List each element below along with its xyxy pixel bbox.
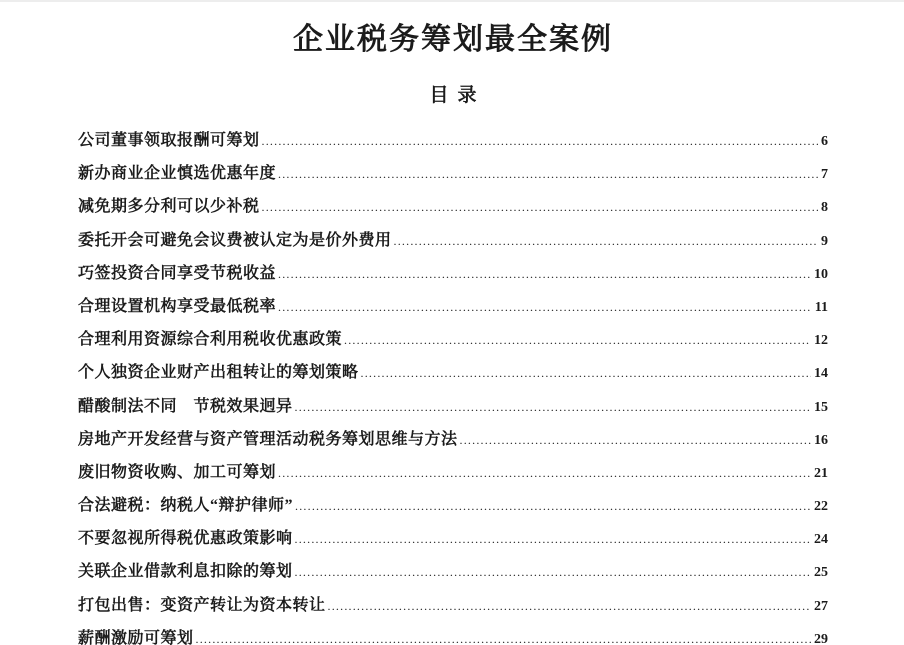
toc-entry-title: 个人独资企业财产出租转让的筹划策略	[78, 364, 359, 382]
toc-entry-page: 15	[814, 399, 828, 415]
dot-leader	[278, 466, 811, 481]
toc-list	[78, 119, 828, 645]
toc-entry-title: 合理利用资源综合利用税收优惠政策	[78, 331, 343, 349]
toc-entry-title: 公司董事领取报酬可筹划	[78, 132, 260, 149]
dot-leader	[460, 433, 811, 448]
dot-leader	[278, 267, 811, 282]
toc-entry[interactable]	[78, 385, 828, 418]
dot-leader	[196, 632, 811, 645]
toc-entry[interactable]	[78, 318, 828, 351]
toc-entry[interactable]	[78, 617, 828, 645]
dot-leader	[344, 333, 811, 348]
toc-entry[interactable]	[78, 517, 828, 550]
toc-entry-title: 不要忽视所得税优惠政策影响	[78, 530, 293, 548]
toc-entry[interactable]	[78, 185, 828, 218]
toc-entry-page: 21	[814, 465, 828, 481]
toc-entry-page: 12	[814, 333, 828, 349]
toc-entry-page: 11	[814, 299, 828, 315]
toc-entry[interactable]	[78, 219, 828, 252]
dot-leader	[278, 300, 812, 315]
toc-entry-page: 27	[814, 598, 828, 614]
toc-entry[interactable]	[78, 451, 828, 484]
toc-entry[interactable]	[78, 285, 828, 318]
toc-entry[interactable]	[78, 550, 828, 583]
toc-entry-page: 14	[814, 366, 828, 382]
toc-entry-title: 减免期多分利可以少补税	[78, 198, 260, 216]
toc-entry[interactable]	[78, 418, 828, 451]
toc-entry-title: 关联企业借款利息扣除的筹划	[78, 563, 293, 581]
dot-leader	[295, 400, 811, 415]
toc-entry-title: 薪酬激励可筹划	[78, 629, 194, 645]
toc-entry-title: 醋酸制法不同 节税效果迥异	[78, 397, 293, 415]
toc-entry[interactable]	[78, 252, 828, 285]
toc-entry-page: 10	[814, 266, 828, 282]
document-title: 企业税务筹划最全案例	[293, 23, 613, 56]
toc-entry[interactable]	[78, 584, 828, 617]
toc-entry-title: 合法避税：纳税人“辩护律师”	[78, 497, 294, 515]
toc-entry-title: 委托开会可避免会议费被认定为是价外费用	[78, 231, 392, 249]
dot-leader	[262, 134, 818, 149]
dot-leader	[295, 499, 811, 514]
toc-entry-page: 6	[821, 134, 828, 149]
toc-entry-page: 16	[814, 432, 828, 448]
dot-leader	[394, 234, 818, 249]
toc-entry-page: 24	[814, 532, 828, 548]
toc-heading: 目录	[429, 85, 486, 106]
toc-entry-title: 巧签投资合同享受节税收益	[78, 264, 277, 282]
toc-entry-page: 29	[814, 631, 828, 645]
toc-entry[interactable]	[78, 351, 828, 384]
toc-entry-title: 废旧物资收购、加工可筹划	[78, 463, 277, 481]
toc-entry-page: 8	[821, 200, 828, 216]
toc-entry-title: 打包出售：变资产转让为资本转让	[78, 596, 326, 614]
toc-entry-title: 房地产开发经营与资产管理活动税务筹划思维与方法	[78, 430, 458, 448]
toc-entry-page: 9	[821, 233, 828, 249]
dot-leader	[278, 167, 818, 182]
dot-leader	[295, 565, 811, 580]
toc-entry-page: 7	[821, 167, 828, 183]
document-page	[0, 22, 904, 645]
toc-entry-title: 新办商业企业慎选优惠年度	[78, 165, 277, 183]
dot-leader	[361, 366, 811, 381]
toc-entry-page: 22	[814, 499, 828, 515]
dot-leader	[295, 532, 811, 547]
dot-leader	[262, 200, 818, 215]
toc-entry[interactable]	[78, 152, 828, 185]
toc-entry-title: 合理设置机构享受最低税率	[78, 297, 277, 315]
toc-entry-page: 25	[814, 565, 828, 581]
toc-entry[interactable]	[78, 484, 828, 517]
dot-leader	[328, 599, 811, 614]
toc-entry[interactable]	[78, 119, 828, 152]
